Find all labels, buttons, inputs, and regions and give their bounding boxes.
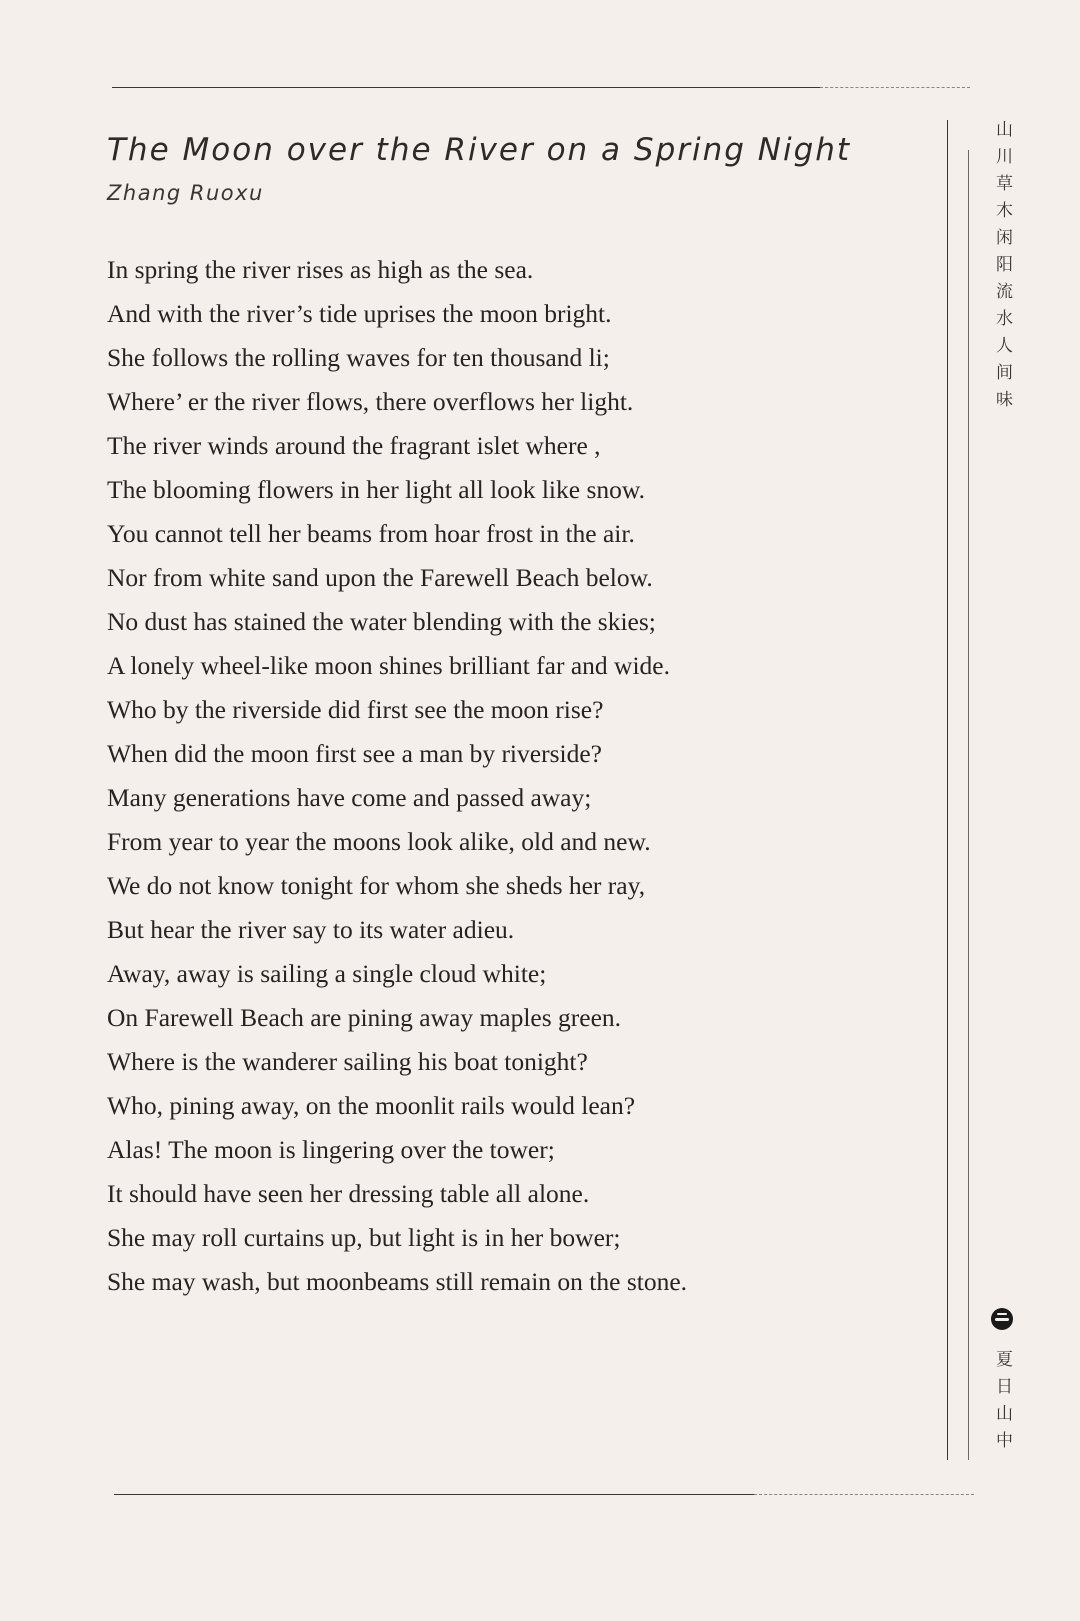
poem-line: But hear the river say to its water adieu. [107, 915, 515, 944]
poem-line: Many generations have come and passed away; [107, 783, 592, 812]
side-vertical-text-bottom: 夏日山中 [992, 1350, 1012, 1458]
poem-line: She may roll curtains up, but light is in her bower; [107, 1223, 621, 1252]
poem-line: She follows the rolling waves for ten thousand li; [107, 343, 610, 372]
poem-line: The river winds around the fragrant islet where , [107, 431, 601, 460]
margin-line-outer [947, 120, 948, 1460]
side-vertical-text-top: 山川草木闲阳流水人间味 [992, 120, 1012, 417]
poem-line: Nor from white sand upon the Farewell Beach below. [107, 563, 653, 592]
poem-title: The Moon over the River on a Spring Night [107, 132, 852, 168]
poem-line: And with the river’s tide uprises the moon bright. [107, 299, 612, 328]
top-divider [112, 87, 820, 88]
top-divider-fade [820, 87, 970, 88]
poem-line: When did the moon first see a man by riverside? [107, 739, 602, 768]
poem-author: Zhang Ruoxu [107, 181, 264, 205]
poem-line: In spring the river rises as high as the sea. [107, 255, 534, 284]
margin-line-inner [968, 150, 969, 1460]
poem-line: It should have seen her dressing table all alone. [107, 1179, 590, 1208]
poem-line: Where’ er the river flows, there overflows her light. [107, 387, 634, 416]
poem-line: Where is the wanderer sailing his boat tonight? [107, 1047, 588, 1076]
poem-line: Alas! The moon is lingering over the tower; [107, 1135, 555, 1164]
poem-line: From year to year the moons look alike, old and new. [107, 827, 651, 856]
poem-body [107, 248, 687, 1304]
poem-line: A lonely wheel-like moon shines brilliant far and wide. [107, 651, 670, 680]
bottom-divider [114, 1494, 754, 1495]
poem-line: Away, away is sailing a single cloud white; [107, 959, 547, 988]
bottom-divider-fade [754, 1494, 974, 1495]
poem-line: Who, pining away, on the moonlit rails would lean? [107, 1091, 636, 1120]
poem-line: Who by the riverside did first see the moon rise? [107, 695, 604, 724]
poem-line: She may wash, but moonbeams still remain on the stone. [107, 1267, 688, 1296]
poem-line: You cannot tell her beams from hoar frost in the air. [107, 519, 635, 548]
poem-line: We do not know tonight for whom she sheds her ray, [107, 871, 646, 900]
poem-line: On Farewell Beach are pining away maples green. [107, 1003, 622, 1032]
poem-line: No dust has stained the water blending with the skies; [107, 607, 656, 636]
poem-line: The blooming flowers in her light all look like snow. [107, 475, 646, 504]
circle-seal-icon [991, 1308, 1013, 1330]
